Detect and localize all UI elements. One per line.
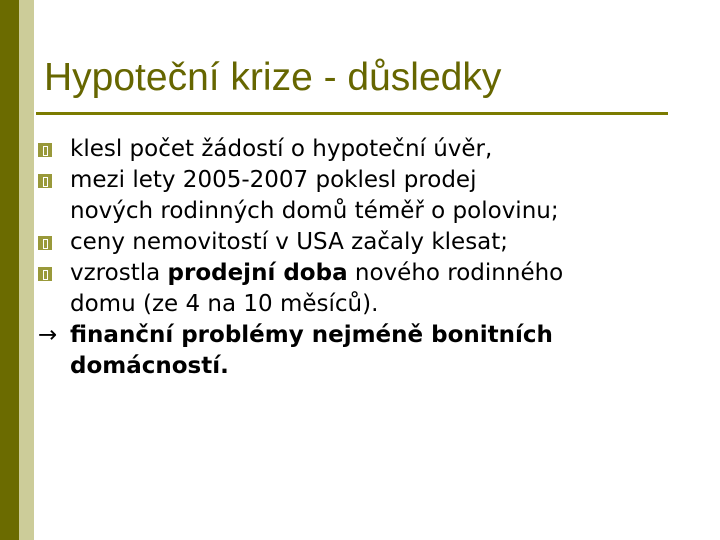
bullet-item-1 (38, 134, 688, 165)
bullet-text-line: mezi lety 2005-2007 poklesl prodej (70, 167, 477, 193)
slide-title: Hypoteční krize - důsledky (44, 56, 502, 99)
title-underline (36, 112, 668, 115)
square-bullet-icon (38, 236, 52, 250)
bullet-item-3 (38, 227, 688, 258)
bullet-text-line: domu (ze 4 na 10 měsíců). (70, 291, 379, 317)
bullet-text-line (70, 258, 688, 289)
square-bullet-icon (38, 267, 52, 281)
bullet-item-4 (38, 258, 688, 320)
conclusion-line: finanční problémy nejméně bonitních (70, 322, 553, 348)
square-bullet-icon (38, 174, 52, 188)
bullet-text-bold: prodejní doba (167, 260, 348, 286)
bullet-text: klesl počet žádostí o hypoteční úvěr, (70, 136, 493, 162)
bullet-text-line: nových rodinných domů téměř o polovinu; (70, 198, 559, 224)
bullet-text-part: nového rodinného (347, 260, 564, 286)
conclusion (38, 320, 688, 382)
bullet-item-2 (38, 165, 688, 227)
square-bullet-icon (38, 143, 52, 157)
sidebar-dark-stripe (0, 0, 19, 540)
bullet-text-part: vzrostla (70, 260, 168, 286)
right-arrow-icon: → (38, 322, 58, 348)
bullet-text: ceny nemovitostí v USA začaly klesat; (70, 229, 509, 255)
sidebar-light-stripe (19, 0, 34, 540)
conclusion-line: domácností. (70, 353, 229, 379)
slide-content (38, 134, 688, 382)
